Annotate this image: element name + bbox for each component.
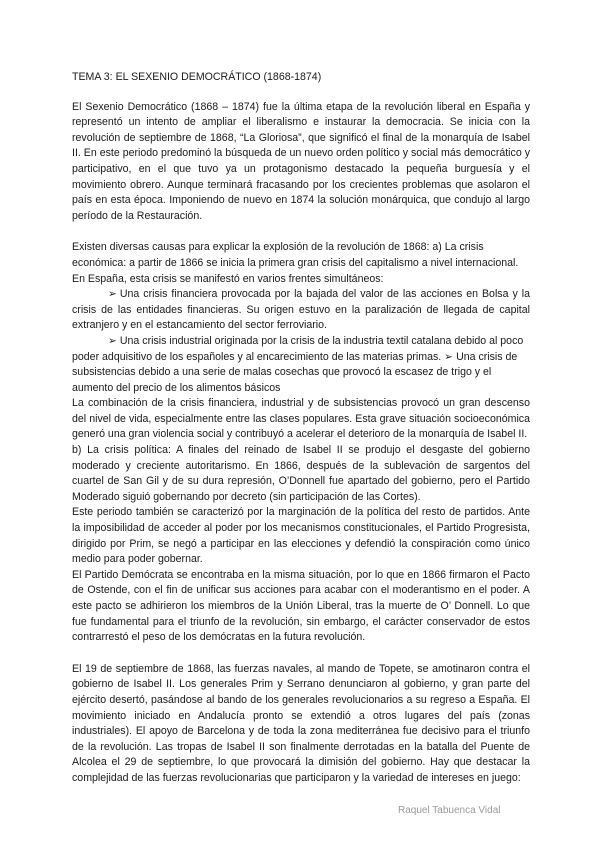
causes-intro-paragraph: Existen diversas causas para explicar la explosión de la revolución de 1868: a) La crisis económica: a partir de 1866 se inicia la primera gran crisis del capitalismo a nivel internacional. En España, esta crisis se manifestó en varios frentes simultáneos: (72, 241, 519, 285)
marginalization-paragraph: Este periodo también se caracterizó por la marginación de la política del resto de partidos. Ante la imposibilidad de acceder al poder por los mecanismos constitucionales, el Partido Progresista, dirigido por Prim, se negó a participar en las elecciones y defendió la conspiración como único medio para poder gobernar. (72, 506, 530, 566)
spacer (72, 646, 530, 662)
arrow-bullet-icon: ➢ (108, 288, 117, 301)
spacer (72, 224, 530, 240)
bullet-financial-text: Una crisis financiera provocada por la bajada del valor de las acciones en Bolsa y la crisis de las entidades financieras. Su origen estuvo en la paralización de llegada de capital extranjero y en el estancamiento del sector ferroviario. (72, 288, 530, 332)
document-page (72, 70, 530, 787)
political-crisis-paragraph: b) La crisis política: A finales del reinado de Isabel II se produjo el desgaste del gobierno moderado y creciente autoritarismo. En 1866, después de la sublevación de sargentos del cuartel de San Gil y de su dura represión, O’Donnell fue apartado del gobierno, pero el Partido Moderado siguió gobernando por decreto (sin participación de las Cortes). (72, 444, 530, 503)
document-title: TEMA 3: EL SEXENIO DEMOCRÁTICO (1868-1874) (72, 71, 322, 83)
spacer (72, 86, 530, 100)
bullet-subsistence-text: Una crisis de subsistencias debido a una serie de malas cosechas que provocó la escasez de trigo y el aumento del precio de los alimentos básicos (72, 350, 518, 394)
intro-paragraph: El Sexenio Democrático (1868 – 1874) fue la última etapa de la revolución liberal en España y representó un intento de ampliar el liberalismo e instaurar la democracia. Se inicia con la revolución de septiembre de 1868, “La Gloriosa”, que significó el final de la monarquía de Isabel II. En este periodo predominó la búsqueda de un nuevo orden político y social más democrático y participativo, en el que tuvo ya un protagonismo destacado la pequeña burguesía y el movimiento obrero. Aunque terminará fracasando por los crecientes problemas que asolaron el país en esta época. Imponiendo de nuevo en 1874 la solución monárquica, que condujo al largo período de la Restauración. (72, 100, 530, 222)
bullet-industrial-crisis (72, 334, 530, 396)
combination-paragraph: La combinación de la crisis financiera, industrial y de subsistencias provocó un gran descenso del nivel de vida, especialmente entre las clases populares. Esta grave situación socioeconómica generó una gran violencia social y contribuyó a acelerar el deterioro de la monarquía de Isabel II. (72, 397, 530, 441)
bullet-industrial-text: Una crisis industrial originada por la crisis de la industria textil catalana debido al poco poder adquisitivo de los españoles y al encarecimiento de las materias primas. (72, 334, 524, 363)
democrat-party-paragraph: El Partido Demócrata se encontraba en la misma situación, por lo que en 1866 firmaron el Pacto de Ostende, con el fin de unificar sus acciones para acabar con el moderantismo en el poder. A este pacto se adhirieron los miembros de la Unión Liberal, tras la muerte de O’ Donnell. Lo que fue fundamental para el triunfo de la revolución, sin embargo, el carácter conservador de estos contrarrestó el peso de los demócratas en la futura revolución. (72, 568, 530, 644)
arrow-bullet-icon: ➢ (444, 350, 454, 363)
bullet-financial-crisis (72, 287, 530, 334)
arrow-bullet-icon: ➢ (108, 334, 117, 347)
footer-author: Raquel Tabuenca Vidal (398, 805, 501, 816)
revolution-paragraph: El 19 de septiembre de 1868, las fuerzas navales, al mando de Topete, se amotinaron contra el gobierno de Isabel II. Los generales Prim y Serrano denunciaron al gobierno, y gran parte del ejército desertó, pasándose al bando de los generales revolucionarios a su regreso a España. El movimiento iniciado en Andalucía pronto se extendió a otros lugares del país (zonas industriales). El apoyo de Barcelona y de toda la zona mediterránea fue decisivo para el triunfo de la revolución. Las tropas de Isabel II son finalmente derrotadas en la batalla del Puente de Alcolea el 29 de septiembre, lo que provocará la dimisión del gobierno. Hay que destacar la complejidad de las fuerzas revolucionarias que participaron y la variedad de intereses en juego: (72, 662, 530, 784)
